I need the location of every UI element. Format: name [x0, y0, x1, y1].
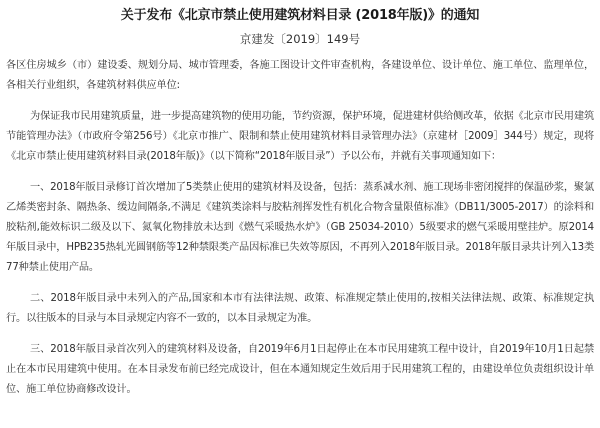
- item-1-paragraph: 一、2018年版目录修订首次增加了5类禁止使用的建筑材料及设备，包括：蒸系减水剂、施工现场非密闭搅拌的保温砂浆，聚氯乙烯类密封条、隔热条、缓边间隔条,不满足《建筑类涂料与胶粘剂挥发性有机化合物含量限值标准》（DB11/3005-2017）的涂料和胶粘剂,能效标识二级及以下、氮氧化物排放未达到《燃气采暖热水炉》（GB 25034-2010）5级要求的燃气采暖用壁挂炉。原2014年版目录中，HPB235热轧光圆钢筋等12种禁限类产品因标准已失效等原因，不再列入2018年版目录。2018年版目录共计列入13类77种禁止使用产品。: [6, 182, 594, 273]
- addressee-paragraph: 各区住房城乡（市）建设委、规划分局、城市管理委，各施工图设计文件审查机构，各建设单位、设计单位、施工单位、监理单位，各相关行业组织，各建筑材料供应单位:: [6, 60, 594, 91]
- document-number: 京建发〔2019〕149号: [239, 32, 361, 46]
- item-3-paragraph: 三、2018年版目录首次列入的建筑材料及设备，自2019年6月1日起停止在本市民用建筑工程中设计，自2019年10月1日起禁止在本市民用建筑中使用。在本目录发布前已经完成设计，但在本通知规定生效后用于民用建筑工程的，由建设单位负责组织设计单位、施工单位协商修改设计。: [6, 344, 594, 395]
- item-2-paragraph: 二、2018年版目录中未列入的产品,国家和本市有法律法规、政策、标准规定禁止使用的,按相关法律法规、政策、标准规定执行。以往版本的目录与本目录规定内容不一致的，以本目录规定为准。: [6, 293, 594, 324]
- bottom-fade: [0, 404, 600, 428]
- document-title: 关于发布《北京市禁止使用建筑材料目录 (2018年版)》的通知: [120, 8, 480, 23]
- intro-paragraph: 为保证我市民用建筑质量，进一步提高建筑物的使用功能，节约资源，保护环境，促进建材供给侧改革，依据《北京市民用建筑节能管理办法》（市政府令第256号）《北京市推广、限制和禁止使用建筑材料目录管理办法》（京建材［2009］344号）规定，现将《北京市禁止使用建筑材料目录(2018年版)》（以下简称“2018年版目录”）予以公布，并就有关事项通知如下：: [6, 111, 594, 162]
